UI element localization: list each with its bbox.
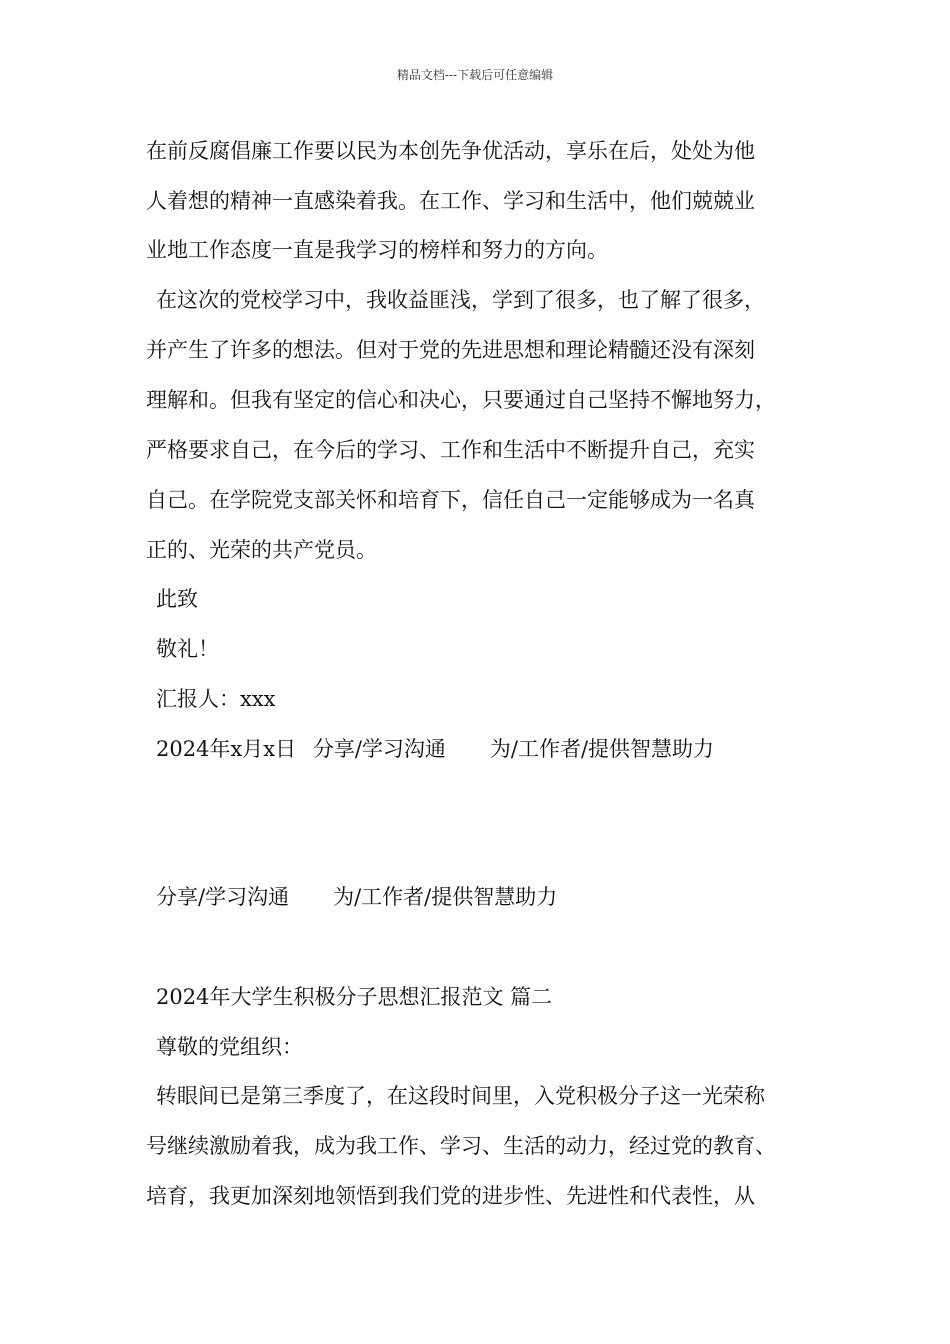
reporter-line: 汇报人：xxx xyxy=(156,687,276,711)
footer-line xyxy=(156,882,557,912)
help-text: 为/工作者/提供智慧助力 xyxy=(333,885,558,909)
date-line xyxy=(156,734,714,764)
body-line: 在这次的党校学习中，我收益匪浅，学到了很多，也了解了很多， xyxy=(156,288,765,312)
body-line: 在前反腐倡廉工作要以民为本创先争优活动，享乐在后，处处为他 xyxy=(146,139,755,163)
body-line: 转眼间已是第三季度了，在这段时间里，入党积极分子这一光荣称 xyxy=(156,1084,765,1108)
body-line: 人着想的精神一直感染着我。在工作、学习和生活中，他们兢兢业 xyxy=(146,189,755,213)
help-text: 为/工作者/提供智慧助力 xyxy=(489,737,715,761)
body-line: 正的、光荣的共产党员。 xyxy=(146,538,377,562)
section-title: 2024年大学生积极分子思想汇报范文 篇二 xyxy=(156,985,553,1009)
body-line: 自己。在学院党支部关怀和培育下，信任自己一定能够成为一名真 xyxy=(146,488,755,512)
salutation: 尊敬的党组织： xyxy=(156,1035,303,1059)
closing-salute: 敬礼！ xyxy=(156,637,219,661)
body-line: 号继续激励着我，成为我工作、学习、生活的动力，经过党的教育、 xyxy=(146,1134,776,1158)
body-line: 业地工作态度一直是我学习的榜样和努力的方向。 xyxy=(146,238,608,262)
page-header: 精品文档---下载后可任意编辑 xyxy=(396,68,554,82)
body-line: 并产生了许多的想法。但对于党的先进思想和理论精髓还没有深刻 xyxy=(146,338,755,362)
closing-line: 此致 xyxy=(156,587,198,611)
share-text: 分享/学习沟通 xyxy=(312,737,446,761)
body-line: 严格要求自己，在今后的学习、工作和生活中不断提升自己，充实 xyxy=(146,438,755,462)
body-line: 理解和。但我有坚定的信心和决心，只要通过自己坚持不懈地努力， xyxy=(146,388,776,412)
body-line: 培育，我更加深刻地领悟到我们党的进步性、先进性和代表性，从 xyxy=(146,1184,755,1208)
share-text: 分享/学习沟通 xyxy=(156,885,290,909)
report-date: 2024年x月x日 xyxy=(156,737,297,761)
